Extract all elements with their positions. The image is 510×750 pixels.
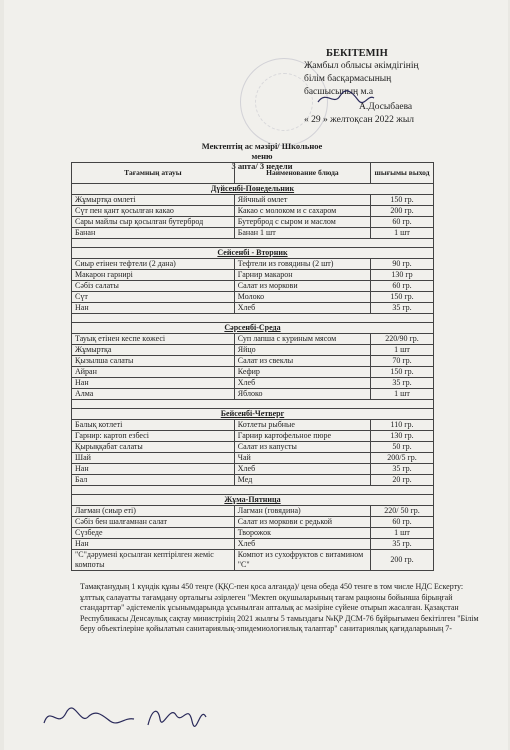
dish-yield: 60 гр. xyxy=(371,517,434,528)
dish-yield: 20 гр. xyxy=(371,475,434,486)
dish-kz: Жұмыртқа омлеті xyxy=(72,195,235,206)
header-yield: шығымы выход xyxy=(371,163,434,184)
dish-kz: Тауық етінен кеспе көжесі xyxy=(72,334,235,345)
day-title: Сейсенбі - Вторник xyxy=(72,248,434,259)
day-row xyxy=(72,409,434,420)
dish-yield: 200/5 гр. xyxy=(371,453,434,464)
table-row xyxy=(72,550,434,571)
dish-ru: Яйчный омлет xyxy=(234,195,370,206)
dish-ru: Яблоко xyxy=(234,389,370,400)
day-row xyxy=(72,184,434,195)
table-row xyxy=(72,539,434,550)
dish-yield: 35 гр. xyxy=(371,464,434,475)
table-row xyxy=(72,345,434,356)
dish-yield: 90 гр. xyxy=(371,259,434,270)
dish-kz: Нан xyxy=(72,378,235,389)
dish-yield: 1 шт xyxy=(371,389,434,400)
dish-ru: Гарнир картофельное пюре xyxy=(234,431,370,442)
dish-kz: "С"дәрумені қосылған кептірілген жеміс компоты xyxy=(72,550,235,571)
dish-kz: Нан xyxy=(72,303,235,314)
dish-yield: 150 гр. xyxy=(371,292,434,303)
table-row xyxy=(72,217,434,228)
day-row xyxy=(72,323,434,334)
spacer-cell xyxy=(72,239,434,248)
dish-yield: 110 гр. xyxy=(371,420,434,431)
dish-yield: 200 гр. xyxy=(371,206,434,217)
dish-kz: Нан xyxy=(72,539,235,550)
table-row xyxy=(72,517,434,528)
spacer-row xyxy=(72,239,434,248)
spacer-cell xyxy=(72,400,434,409)
dish-kz: Нан xyxy=(72,464,235,475)
dish-ru: Салат из свеклы xyxy=(234,356,370,367)
spacer-row xyxy=(72,400,434,409)
dish-kz: Сүт xyxy=(72,292,235,303)
day-title: Жұма-Пятница xyxy=(72,495,434,506)
approval-block xyxy=(304,47,504,127)
day-row xyxy=(72,495,434,506)
dish-ru: Бутерброд с сыром и маслом xyxy=(234,217,370,228)
dish-kz: Макарон гарнирі xyxy=(72,270,235,281)
dish-ru: Салат из капусты xyxy=(234,442,370,453)
dish-ru: Тефтели из говядины (2 шт) xyxy=(234,259,370,270)
dish-yield: 35 гр. xyxy=(371,378,434,389)
dish-yield: 200 гр. xyxy=(371,550,434,571)
document-page xyxy=(4,0,508,750)
dish-ru: Мед xyxy=(234,475,370,486)
table-row xyxy=(72,334,434,345)
dish-yield: 150 гр. xyxy=(371,195,434,206)
dish-ru: Яйцо xyxy=(234,345,370,356)
table-row xyxy=(72,292,434,303)
dish-ru: Хлеб xyxy=(234,464,370,475)
director-signature xyxy=(316,88,376,108)
dish-ru: Суп лапша с куриным мясом xyxy=(234,334,370,345)
table-row xyxy=(72,378,434,389)
table-row xyxy=(72,453,434,464)
dish-yield: 1 шт xyxy=(371,345,434,356)
table-row xyxy=(72,442,434,453)
spacer-cell xyxy=(72,314,434,323)
dish-kz: Гарнир: картоп езбесі xyxy=(72,431,235,442)
table-row xyxy=(72,281,434,292)
dish-ru: Молоко xyxy=(234,292,370,303)
table-row xyxy=(72,259,434,270)
dish-yield: 1 шт xyxy=(371,228,434,239)
day-title: Дүйсенбі-Понедельник xyxy=(72,184,434,195)
table-row xyxy=(72,206,434,217)
dish-kz: Лағман (сиыр еті) xyxy=(72,506,235,517)
dish-ru: Гарнир макарон xyxy=(234,270,370,281)
table-row xyxy=(72,270,434,281)
table-row xyxy=(72,475,434,486)
dish-kz: Балық котлеті xyxy=(72,420,235,431)
dish-yield: 220/ 50 гр. xyxy=(371,506,434,517)
table-row xyxy=(72,228,434,239)
dish-kz: Сәбіз салаты xyxy=(72,281,235,292)
approval-line: білім басқармасының xyxy=(304,74,392,84)
dish-ru: Хлеб xyxy=(234,539,370,550)
dish-yield: 35 гр. xyxy=(371,303,434,314)
approval-date: « 29 » желтоқсан 2022 жыл xyxy=(304,115,414,125)
header-ru: Наименование блюда xyxy=(234,163,370,184)
bottom-signatures xyxy=(40,695,220,735)
dish-ru: Творожок xyxy=(234,528,370,539)
footnote: Тамақтанудың 1 күндік құны 450 теңге (ҚҚС-пен қоса алғанда)/ цена обеда 450 тенге в том числе НДС Ескерту: ұлттық салауатты тағамдану орталығы әзірлеген "Мектеп оқушыларының тағам рационы бойынша бірыңғай стандарттар" әдістемелік ұсынымдарында ұсынылған апталық ас мәзіріне сүйене отырып жасалған. Қазақстан Республикасы Денсаулық сақтау министрінің 2021 жылғы 5 тамыздағы №ҚР ДСМ-76 бұйрығымен бекітілген "Білім беру объектілеріне қойылатын санитариялық-эпидемиологиялық талаптар" санитариялық қағидаларының 7- xyxy=(80,582,479,633)
dish-kz: Сүт пен қант қосылған какао xyxy=(72,206,235,217)
dish-kz: Шай xyxy=(72,453,235,464)
dish-yield: 130 гр. xyxy=(371,431,434,442)
menu-title: Мектептің ас мәзірі/ Школьное меню xyxy=(201,141,323,161)
dish-ru: Какао с молоком и с сахаром xyxy=(234,206,370,217)
table-row xyxy=(72,528,434,539)
dish-ru: Салат из моркови с редькой xyxy=(234,517,370,528)
dish-ru: Хлеб xyxy=(234,378,370,389)
day-title: Сәрсенбі-Среда xyxy=(72,323,434,334)
dish-kz: Банан xyxy=(72,228,235,239)
dish-ru: Лагман (говядина) xyxy=(234,506,370,517)
dish-yield: 150 гр. xyxy=(371,367,434,378)
dish-kz: Қызылша салаты xyxy=(72,356,235,367)
dish-kz: Сүзбеде xyxy=(72,528,235,539)
dish-yield: 1 шт xyxy=(371,528,434,539)
table-row xyxy=(72,356,434,367)
approval-signer: А.Досыбаева xyxy=(359,102,413,112)
table-row xyxy=(72,389,434,400)
dish-ru: Салат из моркови xyxy=(234,281,370,292)
day-title: Бейсенбі-Четверг xyxy=(72,409,434,420)
table-row xyxy=(72,420,434,431)
dish-yield: 130 гр xyxy=(371,270,434,281)
dish-yield: 60 гр. xyxy=(371,217,434,228)
approval-title: БЕКІТЕМІН xyxy=(326,48,388,59)
dish-yield: 220/90 гр. xyxy=(371,334,434,345)
header-kz: Тағамның атауы xyxy=(72,163,235,184)
dish-ru: Чай xyxy=(234,453,370,464)
dish-kz: Бал xyxy=(72,475,235,486)
dish-yield: 50 гр. xyxy=(371,442,434,453)
menu-table xyxy=(71,162,434,571)
dish-kz: Сиыр етінен тефтели (2 дана) xyxy=(72,259,235,270)
table-row xyxy=(72,195,434,206)
dish-kz: Айран xyxy=(72,367,235,378)
dish-yield: 60 гр. xyxy=(371,281,434,292)
menu-table-body xyxy=(72,184,434,571)
table-row xyxy=(72,506,434,517)
approval-line: басшысының м.а xyxy=(304,87,374,97)
dish-kz: Жұмыртқа xyxy=(72,345,235,356)
table-header-row xyxy=(72,163,434,184)
table-row xyxy=(72,303,434,314)
dish-ru: Кефир xyxy=(234,367,370,378)
menu-week: 3 апта/ 3 недели xyxy=(231,161,293,171)
dish-kz: Сәбіз бен шалғамнан салат xyxy=(72,517,235,528)
dish-ru: Компот из сухофруктов с витамином "С" xyxy=(234,550,370,571)
table-row xyxy=(72,431,434,442)
dish-ru: Котлеты рыбные xyxy=(234,420,370,431)
dish-yield: 70 гр. xyxy=(371,356,434,367)
dish-kz: Сары майлы сыр қосылған бутерброд xyxy=(72,217,235,228)
dish-ru: Хлеб xyxy=(234,303,370,314)
table-row xyxy=(72,367,434,378)
spacer-row xyxy=(72,314,434,323)
dish-ru: Банан 1 шт xyxy=(234,228,370,239)
day-row xyxy=(72,248,434,259)
dish-yield: 35 гр. xyxy=(371,539,434,550)
spacer-cell xyxy=(72,486,434,495)
table-row xyxy=(72,464,434,475)
approval-line: Жамбыл облысы әкімдігінің xyxy=(304,61,419,71)
dish-kz: Қырыққабат салаты xyxy=(72,442,235,453)
spacer-row xyxy=(72,486,434,495)
dish-kz: Алма xyxy=(72,389,235,400)
